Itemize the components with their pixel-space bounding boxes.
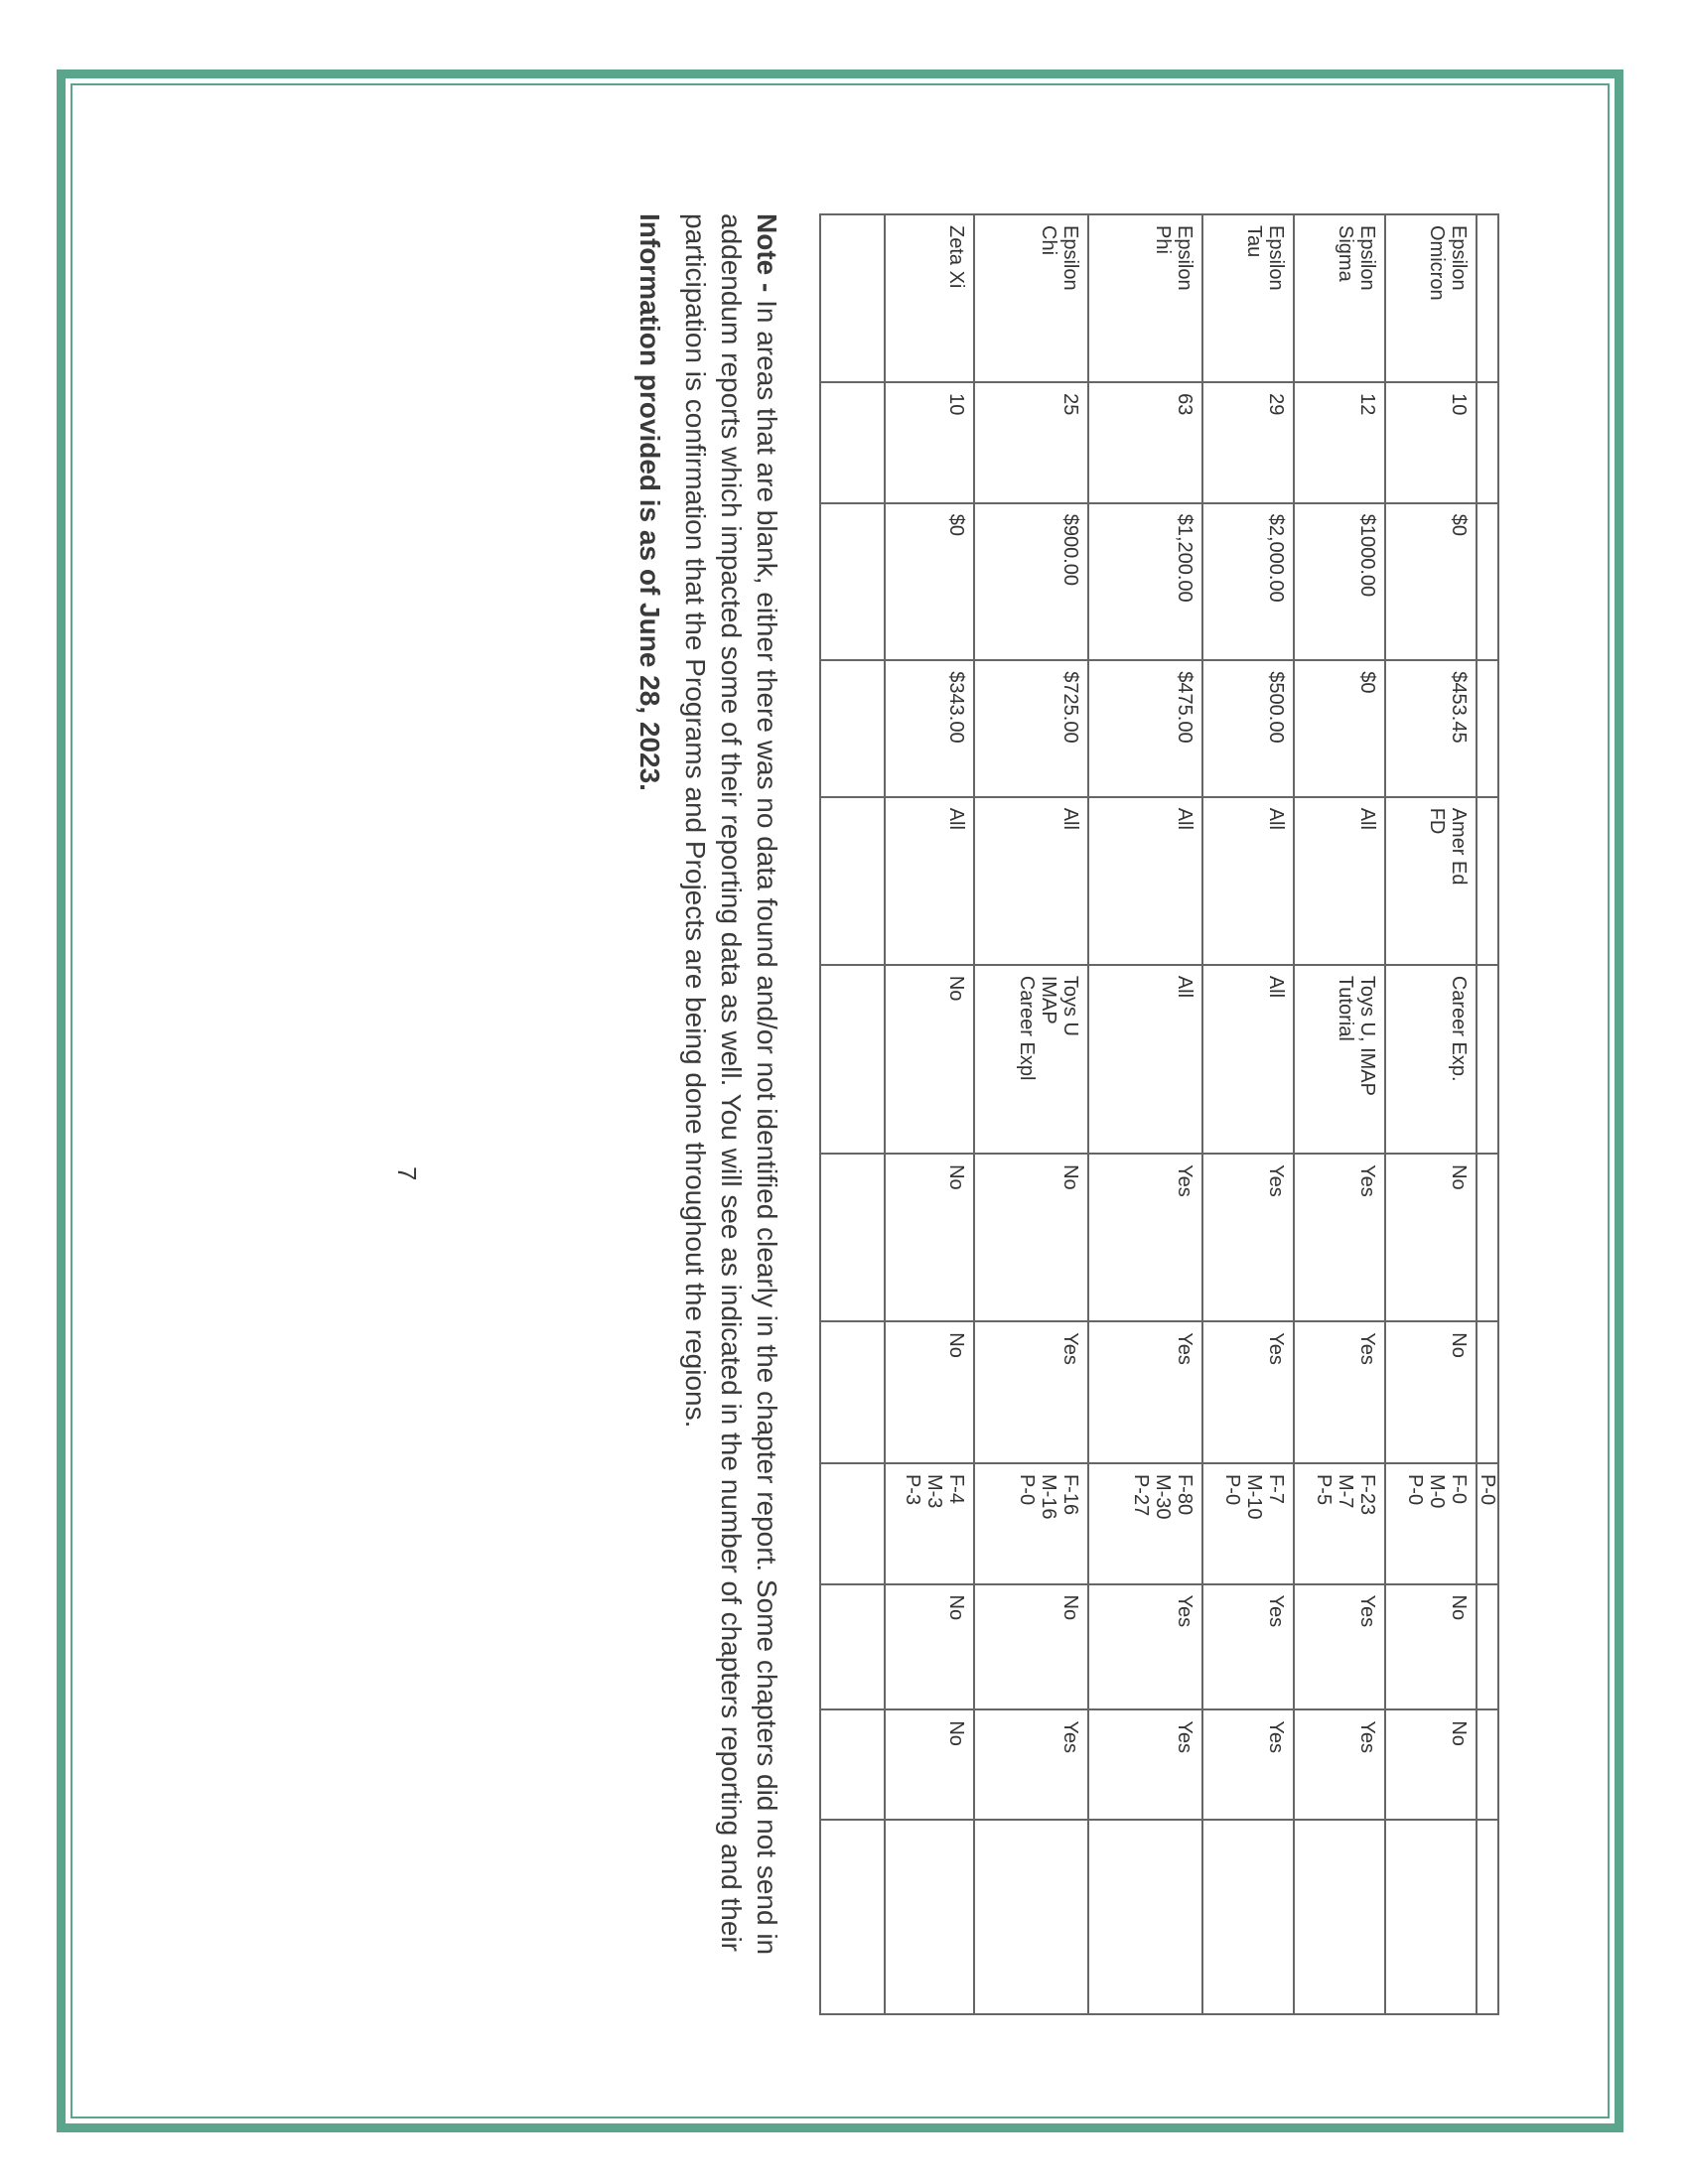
- table-cell: [1202, 1820, 1294, 2014]
- table-cell: Amer Ed FD: [1385, 797, 1477, 965]
- table-cell: [820, 1154, 885, 1321]
- table-cell: Zeta Xi: [885, 214, 974, 382]
- table-cell: $0: [885, 503, 974, 661]
- table-cell: $900.00: [974, 503, 1088, 661]
- table-cell: Epsilon Chi: [974, 214, 1088, 382]
- info-date-statement: Information provided is as of June 28, 2023.: [634, 213, 665, 791]
- table-cell: [1477, 1820, 1498, 2014]
- table-cell: F-7 M-10 P-0: [1202, 1463, 1294, 1584]
- table-cell: F-80 M-30 P-27: [1088, 1463, 1202, 1584]
- table-cell: No: [1385, 1709, 1477, 1820]
- table-cell: 12: [1294, 382, 1385, 503]
- table-row: [1477, 214, 1498, 2014]
- table-row: [1294, 214, 1385, 2014]
- note-paragraph: [677, 213, 784, 2015]
- table-cell: $1000.00: [1294, 503, 1385, 661]
- table-cell: [820, 1820, 885, 2014]
- table-cell: [1477, 382, 1498, 503]
- table-row: [1385, 214, 1477, 2014]
- table-cell: No: [974, 1154, 1088, 1321]
- table-cell: $500.00: [1202, 660, 1294, 796]
- table-cell: Epsilon Sigma: [1294, 214, 1385, 382]
- note-text: In areas that are blank, either there was no data found and/or not identified clearly in the chapter report. Some chapters did not send in addendum reports which impacted some of their reporting data as well. You will see as indicated in the number of chapters reporting and their participation is confirmation that the Programs and Projects are being done throughout the regions.: [680, 213, 782, 1956]
- table-cell: Yes: [1088, 1321, 1202, 1463]
- table-cell: [1477, 1709, 1498, 1820]
- table-row: [885, 214, 974, 2014]
- table-cell: [820, 1321, 885, 1463]
- page-number: 7: [392, 1166, 422, 1181]
- table-cell: [1477, 214, 1498, 382]
- table-cell: Epsilon Phi: [1088, 214, 1202, 382]
- table-cell: Yes: [1088, 1154, 1202, 1321]
- table-cell: F-4 M-3 P-3: [885, 1463, 974, 1584]
- table-cell: [820, 965, 885, 1154]
- table-cell: All: [1088, 965, 1202, 1154]
- table-cell: All: [1202, 965, 1294, 1154]
- table-cell: [820, 1584, 885, 1710]
- table-cell: Yes: [1294, 1709, 1385, 1820]
- table-cell: [820, 797, 885, 965]
- table-cell: [1477, 1154, 1498, 1321]
- table-cell: Yes: [1202, 1709, 1294, 1820]
- table-cell: 25: [974, 382, 1088, 503]
- table-cell: All: [974, 797, 1088, 965]
- table-cell: [1477, 965, 1498, 1154]
- table-cell: No: [885, 1321, 974, 1463]
- table-cell: $0: [1294, 660, 1385, 796]
- table-cell: [820, 1463, 885, 1584]
- rotated-page-content: [149, 99, 1539, 2085]
- table-cell: $453.45: [1385, 660, 1477, 796]
- note-label: Note -: [752, 213, 782, 293]
- table-cell: [1294, 1820, 1385, 2014]
- table-cell: Yes: [1202, 1321, 1294, 1463]
- table-cell: No: [885, 1154, 974, 1321]
- table-cell: [820, 1709, 885, 1820]
- table-cell: $2,000.00: [1202, 503, 1294, 661]
- table-row: [1088, 214, 1202, 2014]
- table-row: [974, 214, 1088, 2014]
- table-cell: Career Exp.: [1385, 965, 1477, 1154]
- table-cell: $1,200.00: [1088, 503, 1202, 661]
- table-cell: Yes: [1294, 1321, 1385, 1463]
- table-cell: F-16 M-16 P-0: [974, 1463, 1088, 1584]
- table-cell: F-0 M-0 P-0: [1385, 1463, 1477, 1584]
- table-cell: No: [1385, 1154, 1477, 1321]
- table-cell: [820, 503, 885, 661]
- table-cell: [1477, 1584, 1498, 1710]
- table-cell: [820, 660, 885, 796]
- table-cell: Yes: [1088, 1709, 1202, 1820]
- table-cell: $343.00: [885, 660, 974, 796]
- table-cell: [1477, 503, 1498, 661]
- table-cell: 29: [1202, 382, 1294, 503]
- table-cell: Yes: [1202, 1154, 1294, 1321]
- table-row: [1202, 214, 1294, 2014]
- table-cell: No: [1385, 1584, 1477, 1710]
- chapter-report-table: [819, 213, 1499, 2015]
- table-cell: Yes: [974, 1709, 1088, 1820]
- table-cell: Epsilon Tau: [1202, 214, 1294, 382]
- table-cell: [1477, 1321, 1498, 1463]
- table-cell: Epsilon Omicron: [1385, 214, 1477, 382]
- table-cell: $725.00: [974, 660, 1088, 796]
- table-cell: 63: [1088, 382, 1202, 503]
- table-cell: Yes: [974, 1321, 1088, 1463]
- table-cell: No: [974, 1584, 1088, 1710]
- table-cell: [1477, 660, 1498, 796]
- table-cell: [1477, 797, 1498, 965]
- table-cell: [820, 214, 885, 382]
- table-cell: Toys U IMAP Career Expl: [974, 965, 1088, 1154]
- table-cell: No: [885, 965, 974, 1154]
- table-cell: F-23 M-7 P-5: [1294, 1463, 1385, 1584]
- table-cell: P-0: [1477, 1463, 1498, 1584]
- table-cell: Yes: [1294, 1154, 1385, 1321]
- table-cell: No: [885, 1584, 974, 1710]
- table-cell: Yes: [1202, 1584, 1294, 1710]
- table-cell: No: [1385, 1321, 1477, 1463]
- table-cell: [885, 1820, 974, 2014]
- table-cell: [1385, 1820, 1477, 2014]
- table-cell: 10: [885, 382, 974, 503]
- table-cell: $0: [1385, 503, 1477, 661]
- table-row: [820, 214, 885, 2014]
- table-cell: [1088, 1820, 1202, 2014]
- table-cell: [974, 1820, 1088, 2014]
- table-cell: 10: [1385, 382, 1477, 503]
- table-cell: Toys U, IMAP Tutorial: [1294, 965, 1385, 1154]
- table-cell: Yes: [1088, 1584, 1202, 1710]
- table-cell: All: [885, 797, 974, 965]
- table-cell: All: [1294, 797, 1385, 965]
- table-cell: All: [1202, 797, 1294, 965]
- table-cell: $475.00: [1088, 660, 1202, 796]
- table-cell: All: [1088, 797, 1202, 965]
- table-cell: No: [885, 1709, 974, 1820]
- table-cell: [820, 382, 885, 503]
- table-cell: Yes: [1294, 1584, 1385, 1710]
